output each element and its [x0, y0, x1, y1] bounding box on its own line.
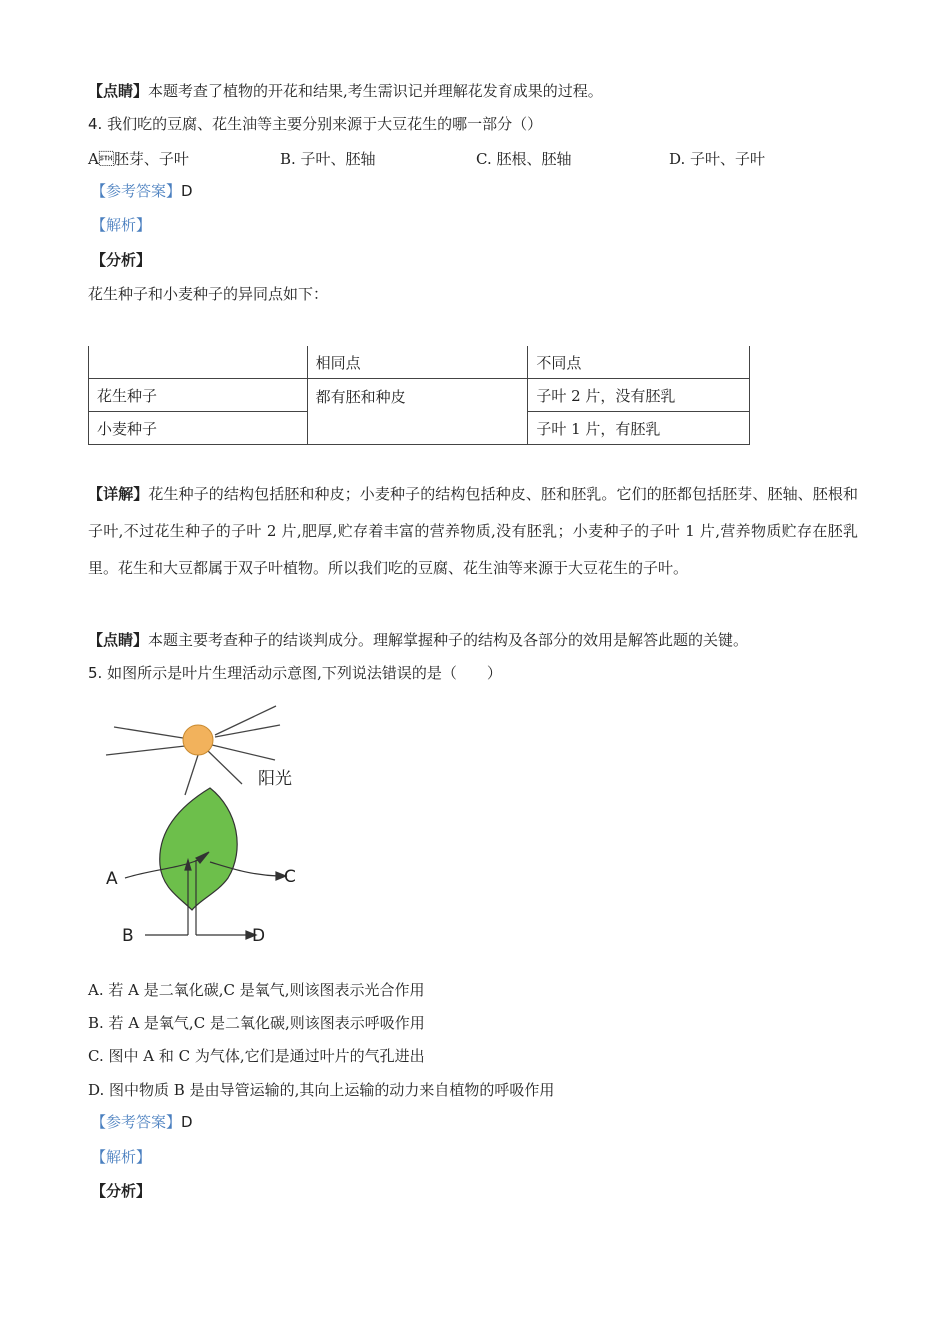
leaf-diagram	[100, 700, 310, 950]
q4-jiexi: 【解析】	[91, 216, 152, 234]
label-c: C	[284, 867, 296, 887]
dianjing-text: 本题主要考查种子的结谈判成分。理解掌握种子的结构及各部分的效用是解答此题的关键。	[148, 631, 749, 649]
table-cell: 花生种子	[89, 379, 308, 412]
table-header-row	[89, 346, 750, 379]
question-text: 我们吃的豆腐、花生油等主要分别来源于大豆花生的哪一部分（）	[107, 115, 543, 133]
q4-option-d: D. 子叶、子叶	[669, 150, 766, 168]
q4-dianjing	[88, 630, 748, 650]
q4-option-a: A胚芽、子叶	[88, 150, 189, 168]
answer-value: D	[181, 1113, 193, 1131]
comparison-table	[88, 346, 750, 445]
question-text: 如图所示是叶片生理活动示意图,下列说法错误的是（ ）	[107, 664, 502, 682]
answer-tag: 【参考答案】	[91, 182, 182, 200]
q5-option-d: D. 图中物质 B 是由导管运输的,其向上运输的动力来自植物的呼吸作用	[88, 1081, 555, 1099]
q5-jiexi: 【解析】	[91, 1148, 152, 1166]
q4-fenxi: 【分析】	[91, 251, 152, 269]
q4-option-b: B. 子叶、胚轴	[280, 150, 376, 168]
question-5	[88, 663, 502, 683]
leaf-icon	[160, 788, 237, 910]
table-header-cell	[89, 346, 308, 379]
sun-label: 阳光	[258, 769, 292, 789]
dianjing-tag: 【点睛】	[88, 631, 149, 649]
question-4	[88, 114, 542, 134]
q5-fenxi: 【分析】	[91, 1182, 152, 1200]
xiangjie-tag: 【详解】	[88, 485, 149, 503]
answer-value: D	[181, 182, 193, 200]
question-number: 5.	[88, 664, 103, 682]
sun-icon	[183, 725, 213, 755]
label-b: B	[122, 926, 134, 946]
table-header-cell: 相同点	[307, 346, 528, 379]
question-number: 4.	[88, 115, 103, 133]
answer-tag: 【参考答案】	[91, 1113, 182, 1131]
table-cell: 都有胚和种皮	[307, 379, 528, 445]
q4-intro: 花生种子和小麦种子的异同点如下：	[88, 285, 329, 303]
q5-option-c: C. 图中 A 和 C 为气体,它们是通过叶片的气孔进出	[88, 1047, 425, 1065]
table-cell: 小麦种子	[89, 412, 308, 445]
xiangjie-text: 花生种子的结构包括胚和种皮；小麦种子的结构包括种皮、胚和胚乳。它们的胚都包括胚芽、胚轴、胚根和子叶,不过花生种子的子叶 2 片,肥厚,贮存着丰富的营养物质,没有胚乳；小麦种子的子叶 1 片,营养物质贮存在胚乳里。花生和大豆都属于双子叶植物。所以我们吃的豆腐、花生油等来源于大豆花生的子叶。	[88, 485, 858, 577]
table-cell: 子叶 2 片，没有胚乳	[528, 379, 750, 412]
label-d: D	[252, 926, 266, 946]
table-row	[89, 379, 750, 412]
q4-option-c: C. 胚根、胚轴	[476, 150, 572, 168]
q5-option-b: B. 若 A 是氧气,C 是二氧化碳,则该图表示呼吸作用	[88, 1014, 425, 1032]
dianjing-text: 本题考查了植物的开花和结果,考生需识记并理解花发育成果的过程。	[148, 82, 603, 100]
q4-answer-line	[91, 181, 193, 201]
table-cell: 子叶 1 片，有胚乳	[528, 412, 750, 445]
q4-xiangjie	[88, 476, 858, 587]
table-header-cell: 不同点	[528, 346, 750, 379]
q5-answer-line	[91, 1112, 193, 1132]
q5-option-a: A. 若 A 是二氧化碳,C 是氧气,则该图表示光合作用	[88, 981, 425, 999]
dianjing-tag: 【点睛】	[88, 82, 149, 100]
dianjing-line	[88, 81, 603, 101]
label-a: A	[106, 869, 118, 889]
